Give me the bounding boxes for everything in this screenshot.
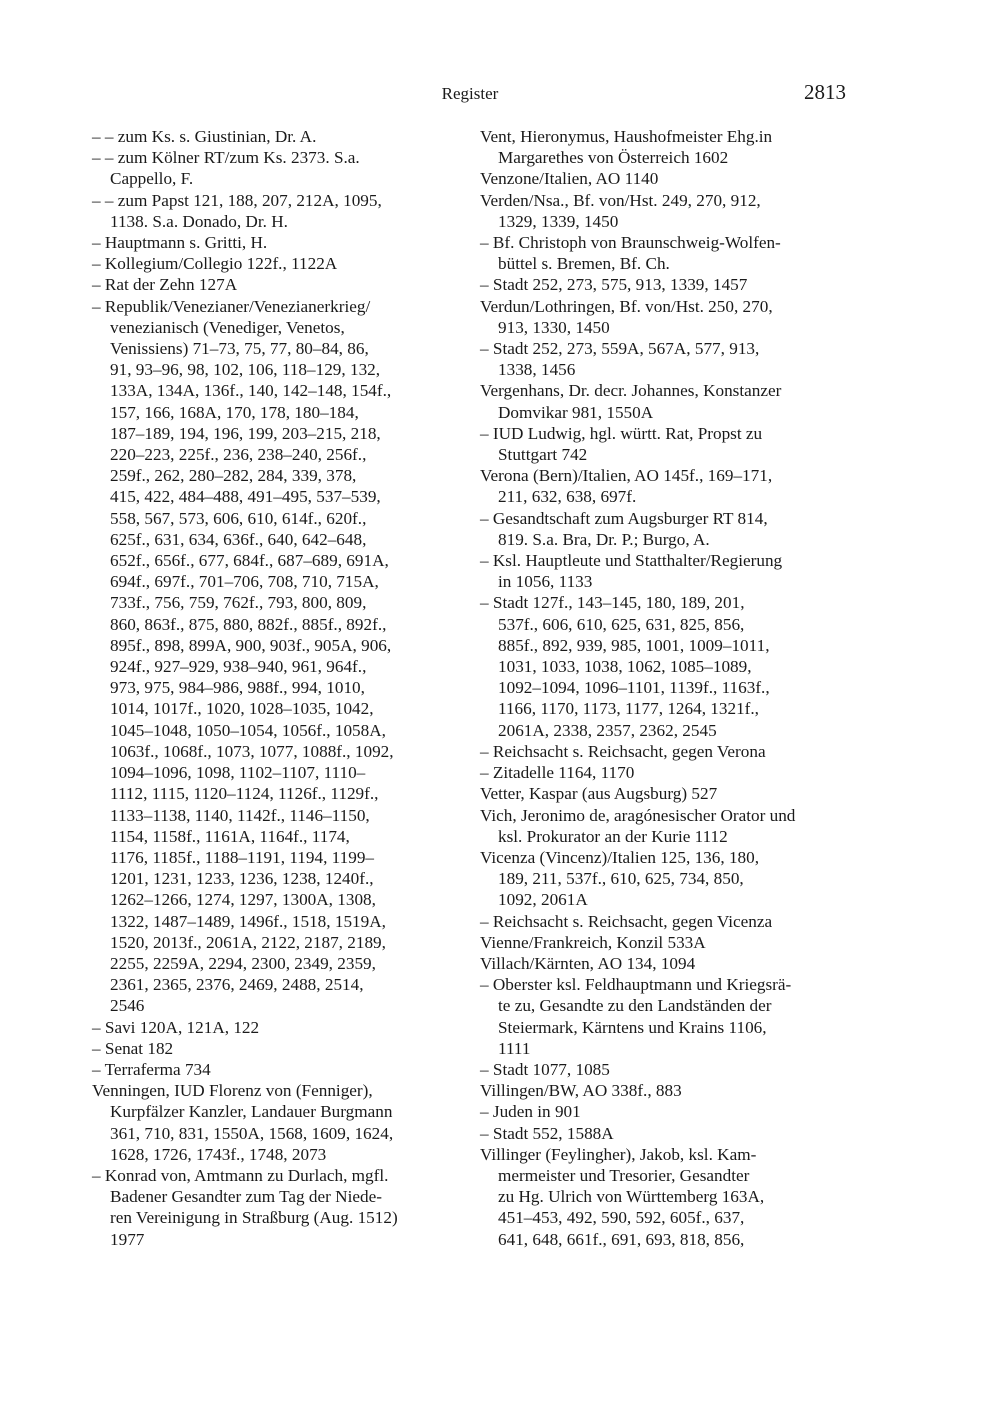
index-entry: – Stadt 1077, 1085 [480,1059,610,1079]
index-entry: Verdun/Lothringen, Bf. von/Hst. 250, 270, 913, 1330, 1450 [480,296,773,337]
index-entry: – – zum Papst 121, 188, 207, 212A, 1095, 1138. S.a. Donado, Dr. H. [92,190,382,231]
index-entry: – Stadt 552, 1588A [480,1123,614,1143]
index-entry: Venningen, IUD Florenz von (Fenniger), Kurpfälzer Kanzler, Landauer Burgmann 361, 710, 831, 1550A, 1568, 1609, 1624, 1628, 1726, 1743f., 1748, 2073 [92,1081,394,1164]
index-entry: – Reichsacht s. Reichsacht, gegen Verona [480,741,766,761]
index-entry: – Gesandtschaft zum Augsburger RT 814, 819. S.a. Bra, Dr. P.; Burgo, A. [480,508,768,549]
index-entry: Villach/Kärnten, AO 134, 1094 [480,953,696,973]
index-entry: – Bf. Christoph von Braunschweig-Wolfen- büttel s. Bremen, Bf. Ch. [480,233,781,274]
index-entry: – Ksl. Hauptleute und Statthalter/Regierung in 1056, 1133 [480,551,783,592]
running-head [0,80,1004,110]
left-column [92,126,464,1250]
index-entry: – Reichsacht s. Reichsacht, gegen Vicenza [480,911,773,931]
index-entry: – Kollegium/Collegio 122f., 1122A [92,254,338,274]
index-entry: – Zitadelle 1164, 1170 [480,763,635,783]
index-entry: – IUD Ludwig, hgl. württ. Rat, Propst zu Stuttgart 742 [480,423,763,465]
index-entry: Vent, Hieronymus, Haushofmeister Ehg.in Margarethes von Österreich 1602 [480,127,773,168]
index-entry: – Rat der Zehn 127A [92,275,238,295]
index-entry: Villingen/BW, AO 338f., 883 [480,1081,682,1101]
index-entry: – Juden in 901 [480,1102,581,1122]
index-entry: Venzone/Italien, AO 1140 [480,169,659,189]
page-number: 2813 [804,80,846,104]
index-entry: – – zum Kölner RT/zum Ks. 2373. S.a. Cappello, F. [92,148,360,189]
index-entry: Vicenza (Vincenz)/Italien 125, 136, 180, 189, 211, 537f., 610, 625, 734, 850, 1092, 2061A [480,847,760,910]
index-entry: Vetter, Kaspar (aus Augsburg) 527 [480,784,718,804]
index-entry: – Republik/Venezianer/Venezianerkrieg/ venezianisch (Venediger, Venetos, Venissiens) 71–73, 75, 77, 80–84, 86, 91, 93–96, 98, 102, 106, 118–129, 132, 133A, 134A, 136f., 140, 142–148, 154f., 157, 166, 168A, 170, 178, 180–184, 187–189, 194, 196, 199, 203–215, 218, 220–223, 225f., 236, 238–240, 256f., 259f., 262, 280–282, 284, 339, 378, 415, 422, 484–488, 491–495, 537–539, 558, 567, 573, 606, 610, 614f., 620f., 625f., 631, 634, 636f., 640, 642–648, 652f., 656f., 677, 684f., 687–689, 691A, 694f., 697f., 701–706, 708, 710, 715A, 733f., 756, 759, 762f., 793, 800, 809, 860, 863f., 875, 880, 882f., 885f., 892f., 895f., 898, 899A, 900, 903f., 905A, 906, 924f., 927–929, 938–940, 961, 964f., 973, 975, 984–986, 988f., 994, 1010, 1014, 1017f., 1020, 1028–1035, 1042, 1045–1048, 1050–1054, 1056f., 1058A, 1063f., 1068f., 1073, 1077, 1088f., 1092, 1094–1096, 1098, 1102–1107, 1110– 1112, 1115, 1120–1124, 1126f., 1129f., 1133–1138, 1140, 1142f., 1146–1150, 1154, 1158f., 1161A, 1164f., 1174, 1176, 1185f., 1188–1191, 1194, 1199– 1201, 1231, 1233, 1236, 1238, 1240f., 1262–1266, 1274, 1297, 1300A, 1308, 1322, 1487–1489, 1496f., 1518, 1519A, 1520, 2013f., 2061A, 2122, 2187, 2189, 2255, 2259A, 2294, 2300, 2349, 2359, 2361, 2365, 2376, 2469, 2488, 2514, 2546 [92,296,394,1016]
running-title: Register [441,84,499,103]
index-entry: Villinger (Feylingher), Jakob, ksl. Kam- mermeister und Tresorier, Gesandter zu Hg. Ulrich von Württemberg 163A, 451–453, 492, 590, 592, 605f., 637, 641, 648, 661f., 691, 693, 818, 856, [480,1144,765,1249]
index-entry: – Stadt 252, 273, 575, 913, 1339, 1457 [480,275,748,295]
index-entry: – Konrad von, Amtmann zu Durlach, mgfl. Badener Gesandter zum Tag der Niede- ren Vereinigung in Straßburg (Aug. 1512) 1977 [92,1165,398,1249]
index-entry: – Terraferma 734 [92,1059,211,1079]
index-entry: Verden/Nsa., Bf. von/Hst. 249, 270, 912, 1329, 1339, 1450 [480,190,761,231]
index-entry: – Stadt 252, 273, 559A, 567A, 577, 913, 1338, 1456 [480,339,760,380]
index-entry: – Senat 182 [92,1038,174,1058]
right-column [480,126,848,1250]
index-entry: Verona (Bern)/Italien, AO 145f., 169–171, 211, 632, 638, 697f. [480,466,773,507]
index-entry: – Oberster ksl. Feldhauptmann und Kriegsrä- te zu, Gesandte zu den Landständen der Steiermark, Kärntens und Krains 1106, 1111 [480,975,792,1058]
index-entry: – Stadt 127f., 143–145, 180, 189, 201, 537f., 606, 610, 625, 631, 825, 856, 885f., 892, 939, 985, 1001, 1009–1011, 1031, 1033, 1038, 1062, 1085–1089, 1092–1094, 1096–1101, 1139f., 1163f., 1166, 1170, 1173, 1177, 1264, 1321f., 2061A, 2338, 2357, 2362, 2545 [480,593,770,740]
index-entry: Vich, Jeronimo de, aragónesischer Orator und ksl. Prokurator an der Kurie 1112 [480,805,796,846]
index-entry: – Savi 120A, 121A, 122 [92,1017,260,1037]
index-entry: Vergenhans, Dr. decr. Johannes, Konstanzer Domvikar 981, 1550A [480,381,782,422]
index-entry: – – zum Ks. s. Giustinian, Dr. A. [92,127,317,146]
index-entry: Vienne/Frankreich, Konzil 533A [480,932,706,952]
index-entry: – Hauptmann s. Gritti, H. [92,233,268,253]
